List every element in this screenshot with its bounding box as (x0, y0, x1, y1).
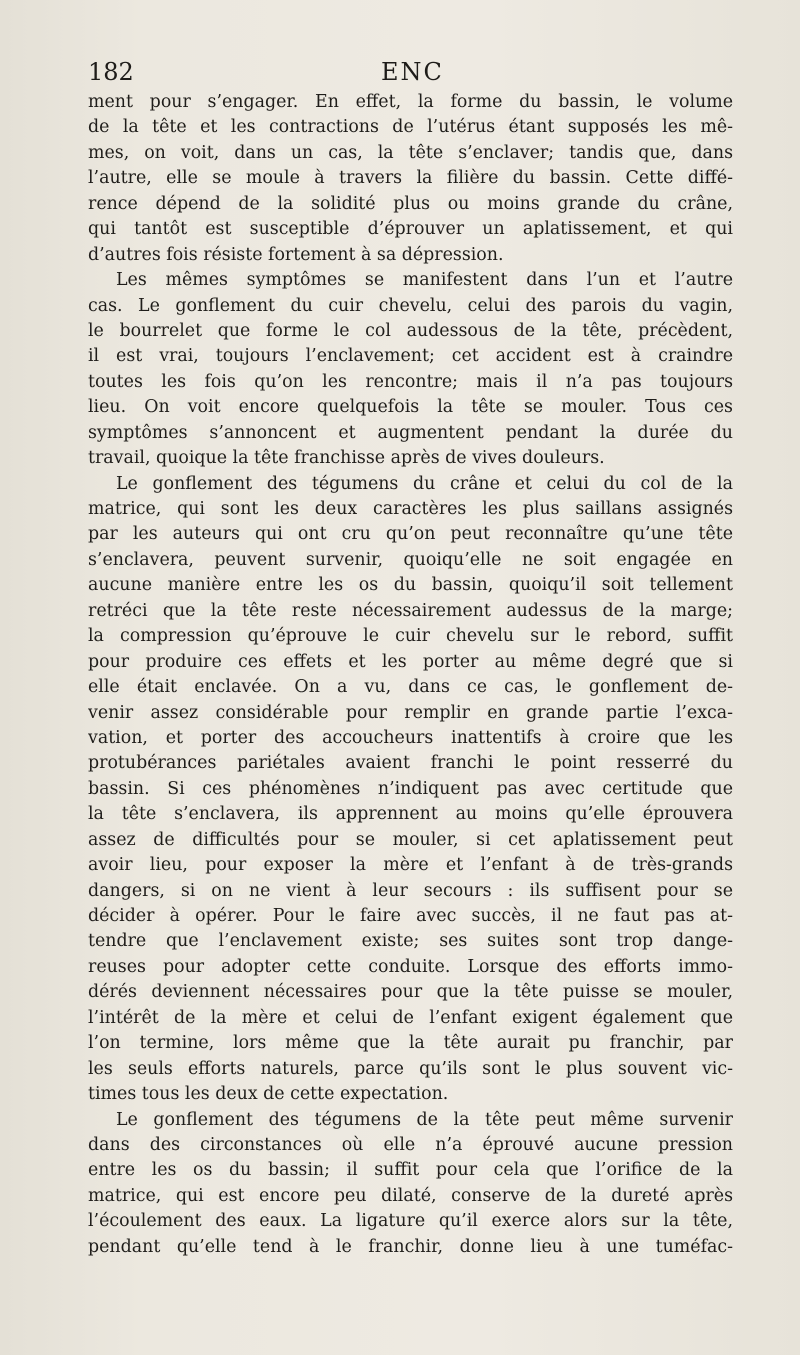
text-line: le bourrelet que forme le col audessous de la tête, précèdent, (88, 320, 733, 341)
text-line: symptômes s’annoncent et augmentent pendant la durée du (88, 422, 733, 443)
text-line: reuses pour adopter cette conduite. Lorsque des efforts immo- (88, 956, 733, 977)
text-line: cas. Le gonflement du cuir chevelu, celui des parois du vagin, (88, 295, 733, 316)
text-line: décider à opérer. Pour le faire avec succès, il ne faut pas at- (88, 906, 733, 926)
page-number: 182 (88, 58, 134, 86)
text-line: pour produire ces effets et les porter au même degré que si (88, 651, 733, 672)
text-line: dangers, si on ne vient à leur secours : ils suffisent pour se (88, 880, 733, 901)
text-line: aucune manière entre les os du bassin, quoiqu’il soit tellement (88, 575, 733, 596)
text-line: travail, quoique la tête franchisse après de vives douleurs. (88, 448, 605, 469)
text-line: toutes les fois qu’on les rencontre; mais il n’a pas toujours (88, 371, 733, 392)
text-line: venir assez considérable pour remplir en grande partie l’exca- (88, 702, 733, 723)
text-line: bassin. Si ces phénomènes n’indiquent pas avec certitude que (88, 778, 733, 799)
text-line: Le gonflement des tégumens du crâne et celui du col de la (116, 473, 733, 494)
text-line: l’on termine, lors même que la tête aurait pu franchir, par (88, 1033, 733, 1054)
text-line: vation, et porter des accoucheurs inattentifs à croire que les (88, 727, 733, 748)
text-line: tendre que l’enclavement existe; ses suites sont trop dange- (88, 931, 733, 952)
page-header (88, 58, 738, 90)
text-line: retréci que la tête reste nécessairement audessus de la marge; (88, 600, 733, 621)
text-line: l’écoulement des eaux. La ligature qu’il exerce alors sur la tête, (88, 1211, 733, 1232)
running-head: ENC (381, 58, 444, 86)
text-line: les seuls efforts naturels, parce qu’ils sont le plus souvent vic- (88, 1058, 733, 1079)
text-line: qui tantôt est susceptible d’éprouver un aplatissement, et qui (88, 219, 733, 240)
text-line: entre les os du bassin; il suffit pour cela que l’orifice de la (88, 1160, 733, 1181)
text-line: assez de difficultés pour se mouler, si cet aplatissement peut (88, 829, 733, 850)
text-line: d’autres fois résiste fortement à sa dépression. (88, 244, 504, 265)
text-line: Le gonflement des tégumens de la tête peut même survenir (116, 1109, 733, 1130)
text-line: l’autre, elle se moule à travers la filière du bassin. Cette diffé- (88, 168, 733, 189)
text-line: matrice, qui sont les deux caractères les plus saillans assignés (88, 499, 733, 519)
text-line: mes, on voit, dans un cas, la tête s’enclaver; tandis que, dans (88, 142, 733, 163)
body-text (88, 90, 733, 1260)
text-line: pendant qu’elle tend à le franchir, donne lieu à une tuméfac- (88, 1236, 733, 1257)
text-line: matrice, qui est encore peu dilaté, conserve de la dureté après (88, 1185, 733, 1206)
text-line: l’intérêt de la mère et celui de l’enfant exigent également que (88, 1007, 733, 1028)
text-line: il est vrai, toujours l’enclavement; cet accident est à craindre (88, 346, 733, 367)
text-line: dérés deviennent nécessaires pour que la tête puisse se mouler, (88, 982, 733, 1003)
text-line: lieu. On voit encore quelquefois la tête se mouler. Tous ces (88, 397, 733, 418)
text-line: la tête s’enclavera, ils apprennent au moins qu’elle éprouvera (88, 804, 733, 825)
text-line: s’enclavera, peuvent survenir, quoiqu’elle ne soit engagée en (88, 549, 733, 570)
text-line: avoir lieu, pour exposer la mère et l’enfant à de très-grands (88, 855, 733, 876)
text-line: dans des circonstances où elle n’a éprouvé aucune pression (88, 1134, 733, 1155)
text-line: Les mêmes symptômes se manifestent dans l’un et l’autre (116, 270, 733, 291)
text-line: protubérances pariétales avaient franchi le point resserré du (88, 753, 733, 774)
text-line: par les auteurs qui ont cru qu’on peut reconnaître qu’une tête (88, 524, 733, 545)
text-line: de la tête et les contractions de l’utérus étant supposés les mê- (88, 117, 733, 138)
text-line: ment pour s’engager. En effet, la forme du bassin, le volume (88, 92, 733, 112)
text-line: la compression qu’éprouve le cuir chevelu sur le rebord, suffit (88, 626, 733, 647)
text-line: rence dépend de la solidité plus ou moins grande du crâne, (88, 193, 733, 214)
text-line: elle était enclavée. On a vu, dans ce cas, le gonflement de- (88, 677, 733, 698)
text-line: times tous les deux de cette expectation. (88, 1084, 449, 1105)
